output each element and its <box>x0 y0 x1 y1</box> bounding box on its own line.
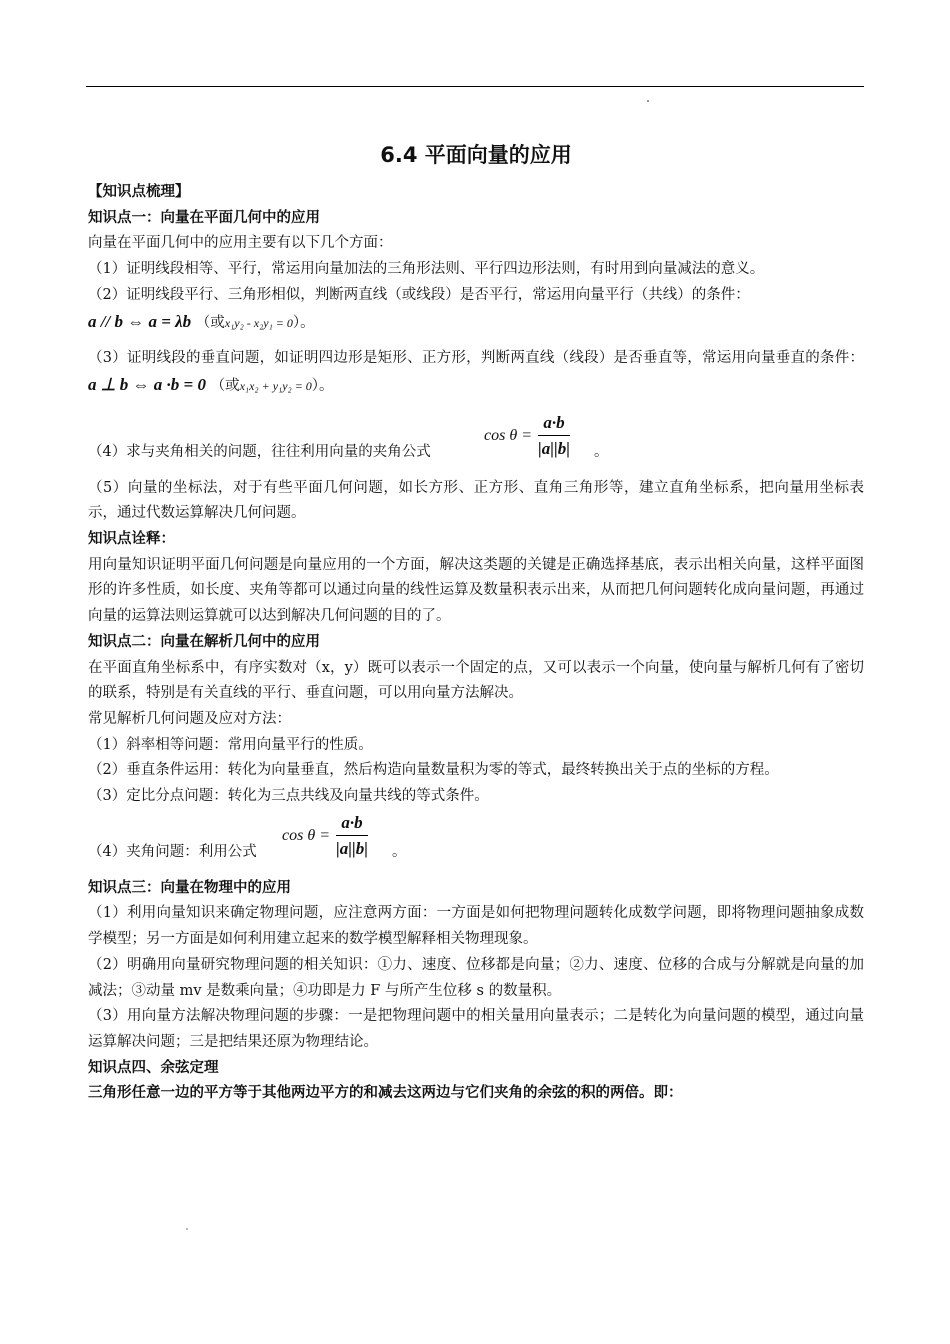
cos-formula <box>484 411 572 462</box>
alt-close: ）。 <box>311 377 334 394</box>
spacer <box>88 466 864 476</box>
footer-dot <box>186 1228 188 1230</box>
page-title: 6.4 平面向量的应用 <box>380 143 572 167</box>
kp2-item4-text: （4）夹角问题：利用公式 <box>88 844 257 861</box>
note-text: 用向量知识证明平面几何问题是向量应用的一个方面，解决这类题的关键是正确选择基底，表示出相关向量，这样平面图形的许多性质，如长度、夹角等都可以通过向量的线性运算及数量积表示出来，从而把几何问题转化成向量问题，再通过向量的运算法则运算就可以达到解决几何问题的目的了。 <box>88 556 864 625</box>
cos-formula-fraction <box>538 411 570 462</box>
kp1-item3 <box>88 346 864 399</box>
cos-formula-fraction <box>336 811 368 862</box>
cos-formula-denominator: |a||b| <box>537 438 570 458</box>
kp1-item2: （2）证明线段平行、三角形相似，判断两直线（或线段）是否平行，常运用向量平行（共线）的条件： <box>88 286 750 303</box>
kp2-heading: 知识点二：向量在解析几何中的应用 <box>88 633 320 650</box>
perpendicular-coordinate-condition: x₁x₂ + y₁y₂ = 0 <box>239 378 312 393</box>
kp1-item4 <box>88 410 864 466</box>
cos-formula-2 <box>282 811 370 862</box>
kp2-item4 <box>88 810 864 866</box>
alt-close: ）。 <box>292 314 315 331</box>
cos-formula-numerator: a·b <box>336 811 368 836</box>
perpendicular-condition-formula: a ⊥ b ⇔ a ·b = 0 <box>88 374 206 394</box>
kp1-item4-end: 。 <box>594 443 609 460</box>
parallel-condition-formula: a // b ⇔ a = λb <box>88 311 192 331</box>
kp3-item1: （1）利用向量知识来确定物理问题，应注意两方面：一方面是如何把物理问题转化成数学问题，即将物理问题抽象成数学模型；另一方面是如何利用建立起来的数学模型解释相关物理现象。 <box>88 905 864 948</box>
kp2-item3: （3）定比分点问题：转化为三点共线及向量共线的等式条件。 <box>88 788 489 805</box>
kp1-item2-formula-line <box>88 309 864 337</box>
alt-open: （或 <box>210 377 240 394</box>
kp1-heading: 知识点一：向量在平面几何中的应用 <box>88 209 320 226</box>
cos-formula-lhs: cos θ = <box>484 426 532 444</box>
kp1-intro: 向量在平面几何中的应用主要有以下几个方面： <box>88 235 393 252</box>
kp4-text: 三角形任意一边的平方等于其他两边平方的和减去这两边与它们夹角的余弦的积的两倍。即： <box>88 1085 683 1102</box>
kp2-intro: 在平面直角坐标系中，有序实数对（x，y）既可以表示一个固定的点，又可以表示一个向量，使向量与解析几何有了密切的联系，特别是有关直线的平行、垂直问题，可以用向量方法解决。 <box>88 659 864 702</box>
spacer <box>88 336 864 346</box>
kp1-item4-text: （4）求与夹角相关的问题，往往利用向量的夹角公式 <box>88 443 431 460</box>
cos-formula-numerator: a·b <box>538 411 570 436</box>
content <box>88 140 864 1107</box>
kp4-heading: 知识点四、余弦定理 <box>88 1059 219 1076</box>
spacer <box>88 866 864 876</box>
kp3-item3: （3）用向量方法解决物理问题的步骤：一是把物理问题中的相关量用向量表示；二是转化为向量问题的模型，通过向量运算解决问题；三是把结果还原为物理结论。 <box>88 1008 864 1050</box>
kp3-heading: 知识点三：向量在物理中的应用 <box>88 879 291 896</box>
kp2-item2: （2）垂直条件运用：转化为向量垂直，然后构造向量数量积为零的等式，最终转换出关于点的坐标的方程。 <box>88 762 779 779</box>
header-rule <box>86 86 864 87</box>
section-header: 【知识点梳理】 <box>88 184 190 200</box>
kp2-methods-title: 常见解析几何问题及应对方法： <box>88 710 291 727</box>
spacer <box>88 400 864 410</box>
kp1-item3-text: （3）证明线段的垂直问题，如证明四边形是矩形、正方形，判断两直线（线段）是否垂直等，常运用向量垂直的条件： <box>88 350 864 367</box>
parallel-coordinate-condition: x₁y₂ - x₂y₁ = 0 <box>224 315 293 330</box>
header-dot <box>647 100 649 102</box>
kp2-item4-end: 。 <box>392 844 407 861</box>
kp2-item1: （1）斜率相等问题：常用向量平行的性质。 <box>88 736 373 753</box>
kp1-item5: （5）向量的坐标法，对于有些平面几何问题，如长方形、正方形、直角三角形等，建立直角坐标系，把向量用坐标表示，通过代数运算解决几何问题。 <box>88 479 864 522</box>
kp1-item1: （1）证明线段相等、平行，常运用向量加法的三角形法则、平行四边形法则，有时用到向量减法的意义。 <box>88 261 765 278</box>
cos-formula-lhs: cos θ = <box>282 826 330 844</box>
note-heading: 知识点诠释： <box>88 531 175 548</box>
cos-formula-denominator: |a||b| <box>335 838 368 858</box>
kp3-item2: （2）明确用向量研究物理问题的相关知识：①力、速度、位移都是向量；②力、速度、位移的合成与分解就是向量的加减法；③动量 mv 是数乘向量；④功即是力 F 与所产生位移 s 的数量积。 <box>88 956 864 999</box>
alt-open: （或 <box>195 314 225 331</box>
